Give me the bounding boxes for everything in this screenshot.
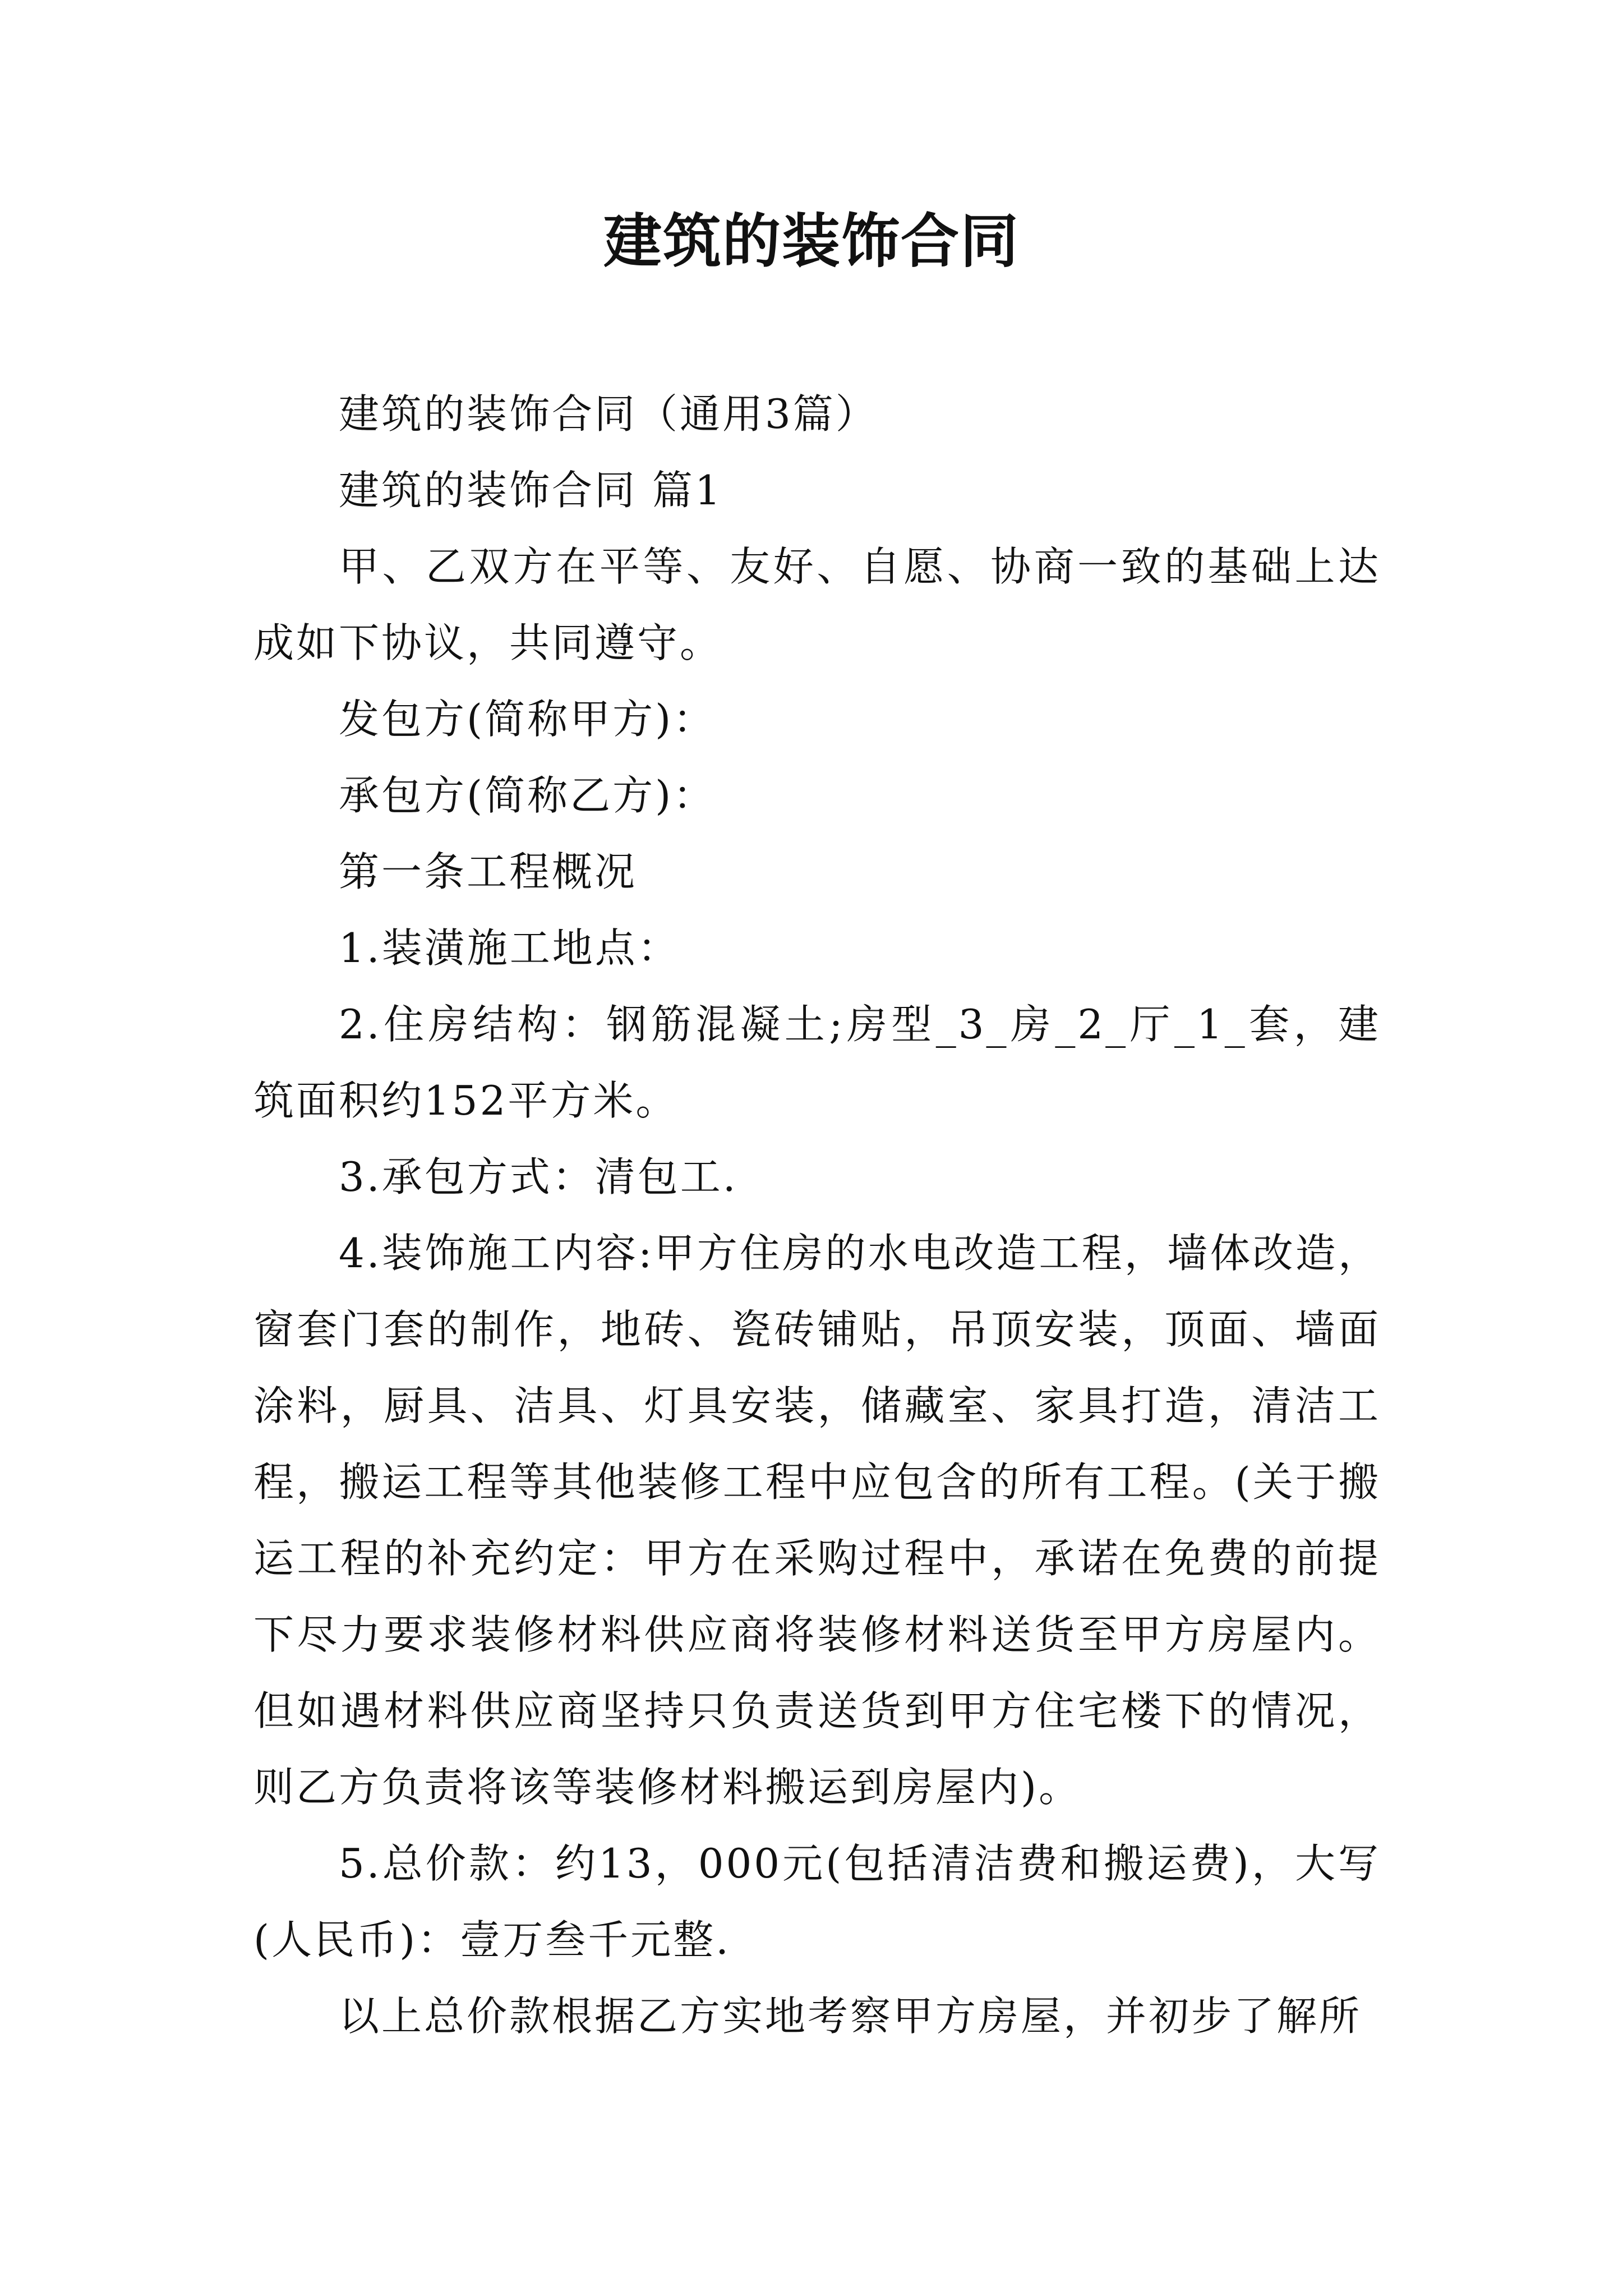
clause-2: 2.住房结构：钢筋混凝土;房型_3_房_2_厅_1_套，建筑面积约152平方米。 xyxy=(253,1001,1381,1124)
party-b-line: 承包方(简称乙方)： xyxy=(339,772,716,819)
intro-heading: 建筑的装饰合同（通用3篇） xyxy=(339,390,878,438)
trailing-paragraph: 以上总价款根据乙方实地考察甲方房屋，并初步了解所 xyxy=(339,1993,1362,2040)
clause-5: 5.总价款：约13，000元(包括清洁费和搬运费)，大写(人民币)：壹万叁千元整. xyxy=(253,1840,1381,1963)
clause-4: 4.装饰施工内容:甲方住房的水电改造工程，墙体改造，窗套门套的制作，地砖、瓷砖铺贴，吊顶安装，顶面、墙面涂料，厨具、洁具、灯具安装，储藏室、家具打造，清洁工程，搬运工程等其他装修工程中应包含的所有工程。(关于搬运工程的补充约定：甲方在采购过程中，承诺在免费的前提下尽力要求装修材料供应商将装修材料送货至甲方房屋内。但如遇材料供应商坚持只负责送货到甲方住宅楼下的情况，则乙方负责将该等装修材料搬运到房屋内)。 xyxy=(253,1230,1381,1811)
article-one-heading: 第一条工程概况 xyxy=(339,848,638,895)
document-body xyxy=(253,376,1381,2054)
agreement-paragraph: 甲、乙双方在平等、友好、自愿、协商一致的基础上达成如下协议，共同遵守。 xyxy=(253,543,1381,666)
clause-1: 1.装潢施工地点： xyxy=(339,924,680,972)
document-title: 建筑的装饰合同 xyxy=(603,206,1020,275)
section-heading: 建筑的装饰合同 篇1 xyxy=(339,467,723,514)
clause-3: 3.承包方式：清包工. xyxy=(339,1153,738,1200)
party-a-line: 发包方(简称甲方)： xyxy=(339,696,716,743)
